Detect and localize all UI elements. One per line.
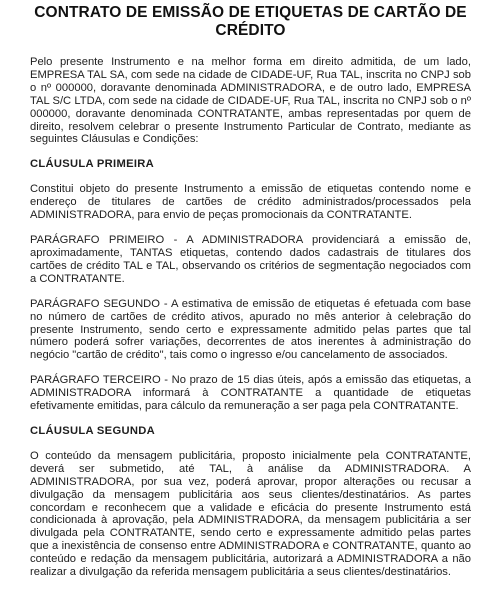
document-title: CONTRATO DE EMISSÃO DE ETIQUETAS DE CARTÃO DE CRÉDITO [34,4,467,39]
spacer [30,413,471,425]
spacer [30,146,471,158]
spacer [30,40,471,56]
clause-first-body: Constitui objeto do presente Instrumento a emissão de etiquetas contendo nome e endereço de titulares de cartões de crédito administrados/processados pela ADMINISTRADORA, para envio de peças promocionais da CONTRATANTE. [30,183,471,222]
spacer [30,286,471,298]
clause-second-heading: CLÁUSULA SEGUNDA [30,424,155,437]
paragraph-second: PARÁGRAFO SEGUNDO - A estimativa de emissão de etiquetas é efetuada com base no número de cartões de crédito ativos, apurado no mês anterior à celebração do presente Instrumento, sendo certo e expressamente admitido pelas partes que tal número poderá sofrer variações, decorrentes de atos inerentes à administração do negócio "cartão de crédito", tais como o ingresso e/ou cancelamento de associados. [30,297,471,362]
contract-document [30,4,471,579]
paragraph-first: PARÁGRAFO PRIMEIRO - A ADMINISTRADORA providenciará a emissão de, aproximadamente, TANTAS etiquetas, contendo dados cadastrais de titulares dos cartões de crédito TAL e TAL, observando os critérios de segmentação negociados com a CONTRATANTE. [30,234,471,285]
clause-second-body: O conteúdo da mensagem publicitária, proposto inicialmente pela CONTRATANTE, deverá ser submetido, até TAL, à análise da ADMINISTRADORA. A ADMINISTRADORA, por sua vez, poderá aprovar, propor alterações ou recusar a divulgação da mensagem publicitária aos seus clientes/destinatários. As partes concordam e reconhecem que a validade e eficácia do presente Instrumento está condicionada à aprovação, pela ADMINISTRADORA, da mensagem publicitária a ser divulgada pela CONTRATANTE, sendo certo e expressamente admitido pelas partes que a inexistência de consenso entre ADMINISTRADORA e CONTRATANTE, quanto ao conteúdo e redação da mensagem publicitária, autorizará a ADMINISTRADORA a não realizar a divulgação da referida mensagem publicitária a seus clientes/destinatários. [30,449,471,579]
spacer [30,222,471,234]
spacer [30,438,471,450]
spacer [30,362,471,374]
paragraph-third: PARÁGRAFO TERCEIRO - No prazo de 15 dias úteis, após a emissão das etiquetas, a ADMINISTRADORA informará à CONTRATANTE a quantidade de etiquetas efetivamente emitidas, para cálculo da remuneração a ser paga pela CONTRATANTE. [30,374,471,413]
intro-paragraph: Pelo presente Instrumento e na melhor forma em direito admitida, de um lado, EMPRESA TAL SA, com sede na cidade de CIDADE-UF, Rua TAL, inscrita no CNPJ sob o nº 000000, doravante denominada ADMINISTRADORA, e de outro lado, EMPRESA TAL S/C LTDA, com sede na cidade de CIDADE-UF, Rua TAL, inscrita no CNPJ sob o nº 000000, doravante denominada CONTRATANTE, ambas representadas por quem de direito, resolvem celebrar o presente Instrumento Particular de Contrato, mediante as seguintes Cláusulas e Condições: [30,56,471,146]
clause-first-heading: CLÁUSULA PRIMEIRA [30,158,155,171]
spacer [30,171,471,183]
